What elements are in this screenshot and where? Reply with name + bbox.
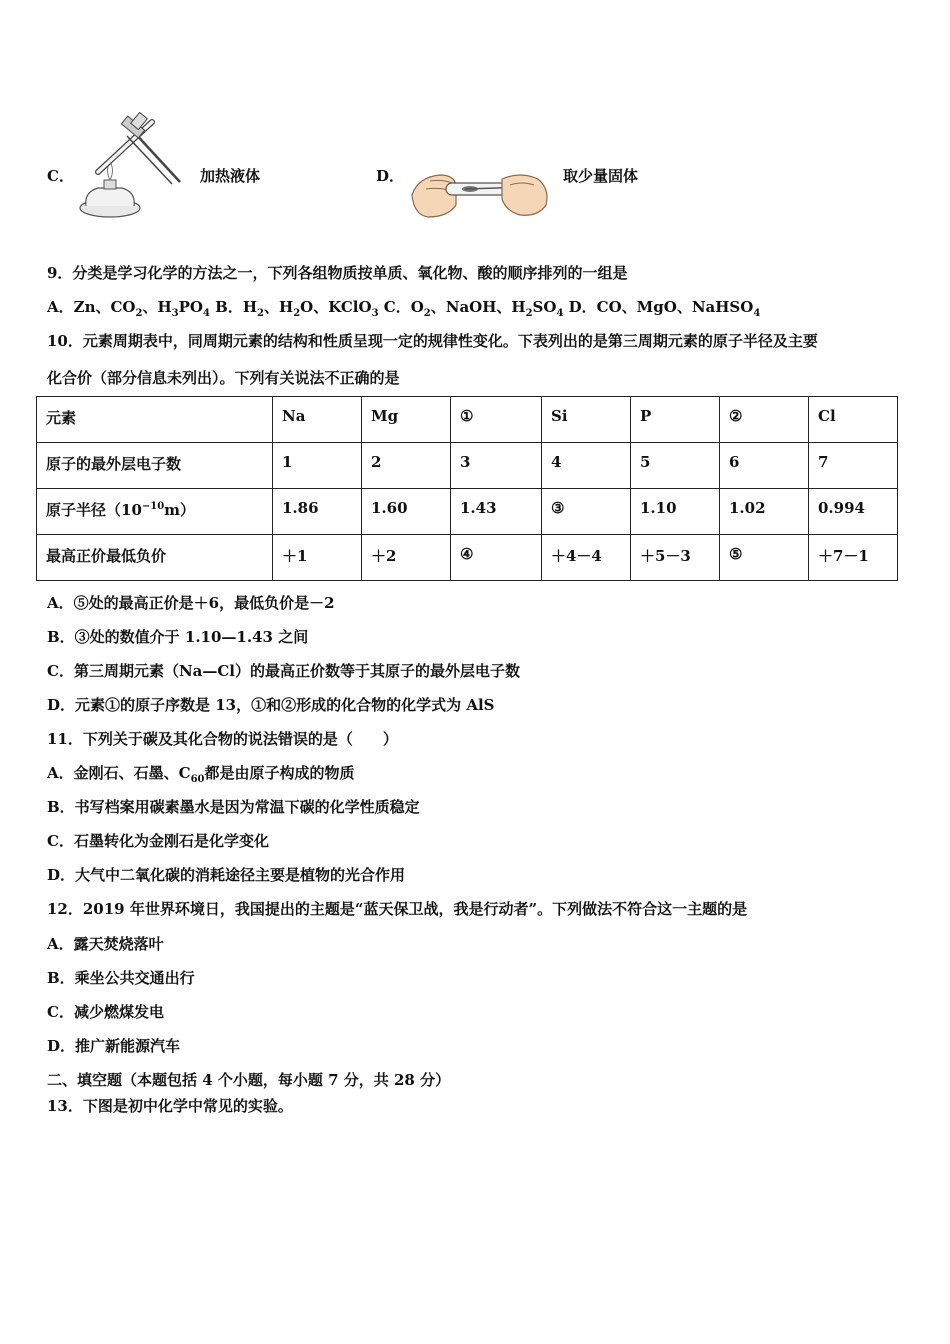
table-cell: Mg (362, 397, 451, 443)
option-c-text: 加热液体 (200, 167, 261, 185)
table-cell: Si (542, 397, 631, 443)
table-cell: 4 (542, 443, 631, 489)
row-header: 最高正价最低负价 (37, 535, 273, 581)
q10-option-c: C．第三周期元素（Na—Cl）的最高正价数等于其原子的最外层电子数 (47, 662, 521, 680)
option-d-text: 取少量固体 (563, 167, 639, 185)
row-header: 原子的最外层电子数 (37, 443, 273, 489)
section-heading: 二、填空题（本题包括 4 个小题，每小题 7 分，共 28 分） (47, 1071, 451, 1089)
q11-option-b: B．书写档案用碳素墨水是因为常温下碳的化学性质稳定 (47, 798, 420, 816)
row-header: 原子半径$(10^{-10}m)$ (37, 489, 273, 535)
q11-option-c: C．石墨转化为金刚石是化学变化 (47, 832, 269, 850)
q10-option-b: B．③处的数值介于 1.10—1.43 之间 (47, 628, 309, 646)
q10-stem-line2: 化合价（部分信息未列出）。下列有关说法不正确的是 (47, 369, 400, 387)
table-cell: ⑤ (720, 535, 809, 581)
q11-option-d: D．大气中二氧化碳的消耗途径主要是植物的光合作用 (47, 866, 406, 884)
heating-liquid-illustration (72, 112, 187, 224)
q11-option-a: A．金刚石、石墨、$C_{60}$都是由原子构成的物质 (47, 764, 355, 785)
table-cell: ＋4－4 (542, 535, 631, 581)
q9-options: A．Zn、$CO_2$、$H_3PO_4$ B．$H_2$、$H_2O$、KClO$_3$ C．$O_2$、NaOH、$H_2SO_4$ D．CO、MgO、NaHSO$_4$ (47, 298, 761, 319)
option-c-label: C． (47, 167, 74, 185)
table-row (37, 489, 898, 535)
table-cell: ＋2 (362, 535, 451, 581)
table-row (37, 397, 898, 443)
table-cell: ② (720, 397, 809, 443)
table-cell: 1 (273, 443, 362, 489)
taking-solid-illustration (410, 165, 550, 223)
table-cell: ③ (542, 489, 631, 535)
table-cell: 7 (809, 443, 898, 489)
q9-stem: 9．分类是学习化学的方法之一，下列各组物质按单质、氧化物、酸的顺序排列的一组是 (47, 264, 628, 282)
q12-option-d: D．推广新能源汽车 (47, 1037, 181, 1055)
q12-option-c: C．减少燃煤发电 (47, 1003, 164, 1021)
table-cell: 1.60 (362, 489, 451, 535)
q12-option-b: B．乘坐公共交通出行 (47, 969, 195, 987)
table-cell: 6 (720, 443, 809, 489)
q10-option-d: D．元素①的原子序数是 13，①和②形成的化合物的化学式为 AlS (47, 696, 495, 714)
row-header: 元素 (37, 397, 273, 443)
table-cell: ＋7－1 (809, 535, 898, 581)
table-cell: 1.02 (720, 489, 809, 535)
table-cell: ＋1 (273, 535, 362, 581)
table-cell: 3 (451, 443, 542, 489)
table-cell: 2 (362, 443, 451, 489)
table-cell: 0.994 (809, 489, 898, 535)
q10-option-a: A．⑤处的最高正价是＋6，最低负价是－2 (47, 594, 335, 612)
q13-stem: 13．下图是初中化学中常见的实验。 (47, 1097, 293, 1115)
q11-stem: 11．下列关于碳及其化合物的说法错误的是（ ） (47, 730, 398, 748)
table-cell: 1.10 (631, 489, 720, 535)
table-cell: ＋5－3 (631, 535, 720, 581)
table-row (37, 535, 898, 581)
table-cell: ① (451, 397, 542, 443)
table-row (37, 443, 898, 489)
table-cell: 1.43 (451, 489, 542, 535)
table-cell: Na (273, 397, 362, 443)
table-cell: 5 (631, 443, 720, 489)
q12-stem: 12．2019 年世界环境日，我国提出的主题是“蓝天保卫战，我是行动者”。下列做法不符合这一主题的是 (47, 900, 748, 918)
table-cell: Cl (809, 397, 898, 443)
table-cell: P (631, 397, 720, 443)
element-table (36, 396, 898, 581)
q10-stem-line1: 10．元素周期表中，同周期元素的结构和性质呈现一定的规律性变化。下表列出的是第三周期元素的原子半径及主要 (47, 332, 818, 350)
q12-option-a: A．露天焚烧落叶 (47, 935, 164, 953)
option-d-label: D． (376, 167, 405, 185)
table-cell: 1.86 (273, 489, 362, 535)
table-cell: ④ (451, 535, 542, 581)
